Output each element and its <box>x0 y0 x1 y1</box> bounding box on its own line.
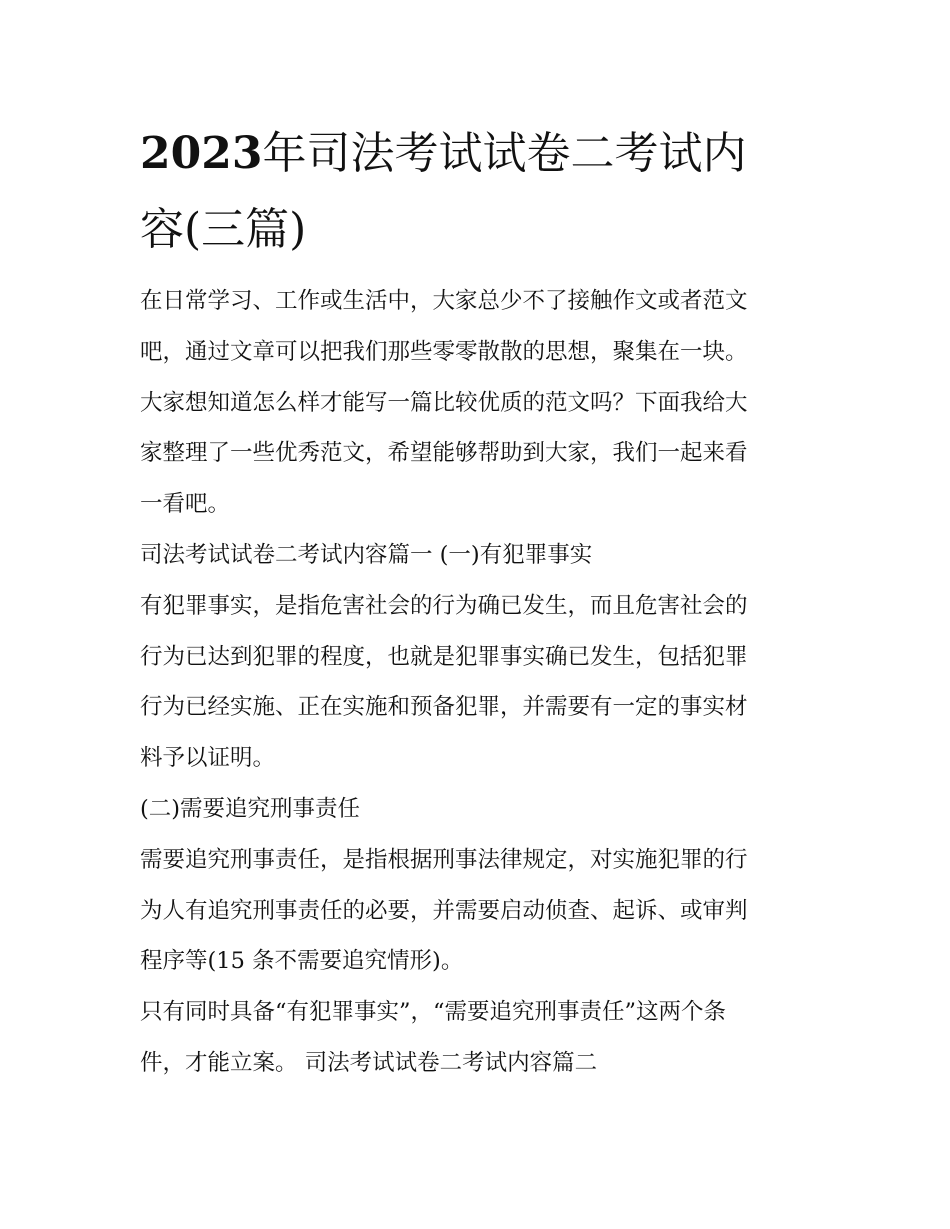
text-line: 在日常学习、工作或生活中，大家总少不了接触作文或者范文 <box>140 288 748 314</box>
title-line-2: 容(三篇) <box>140 204 307 255</box>
text-line: 大家想知道怎么样才能写一篇比较优质的范文吗？下面我给大 <box>140 389 748 416</box>
title-line-1 <box>140 116 820 192</box>
text-line: 吧，通过文章可以把我们那些零零散散的思想，聚集在一块。 <box>140 338 748 365</box>
text-line: 行为已达到犯罪的程度，也就是犯罪事实确已发生，包括犯罪 <box>140 643 748 670</box>
text-line: 只有同时具备“有犯罪事实”，“需要追究刑事责任”这两个条 <box>140 999 727 1026</box>
document-body <box>140 276 830 1089</box>
text-line: 一看吧。 <box>140 491 231 518</box>
text-line: 行为已经实施、正在实施和预备犯罪，并需要有一定的事实材 <box>140 694 748 721</box>
title-text: 年司法考试试卷二考试内 <box>262 128 747 179</box>
text-line: 程序等(15 条不需要追究情形)。 <box>140 948 464 975</box>
text-line: 有犯罪事实，是指危害社会的行为确已发生，而且危害社会的 <box>140 592 748 619</box>
text-line: 需要追究刑事责任，是指根据刑事法律规定，对实施犯罪的行 <box>140 846 748 873</box>
text-line: 料予以证明。 <box>140 745 276 772</box>
document-title <box>140 116 820 268</box>
text-line: 为人有追究刑事责任的必要，并需要启动侦查、起诉、或审判 <box>140 897 748 924</box>
section-heading: (二)需要追究刑事责任 <box>140 795 361 822</box>
text-line: 家整理了一些优秀范文，希望能够帮助到大家，我们一起来看 <box>140 440 748 467</box>
title-year: 2023 <box>140 128 263 179</box>
text-line: 件，才能立案。 司法考试试卷二考试内容篇二 <box>140 1049 598 1076</box>
section-heading: 司法考试试卷二考试内容篇一 (一)有犯罪事实 <box>140 541 593 568</box>
